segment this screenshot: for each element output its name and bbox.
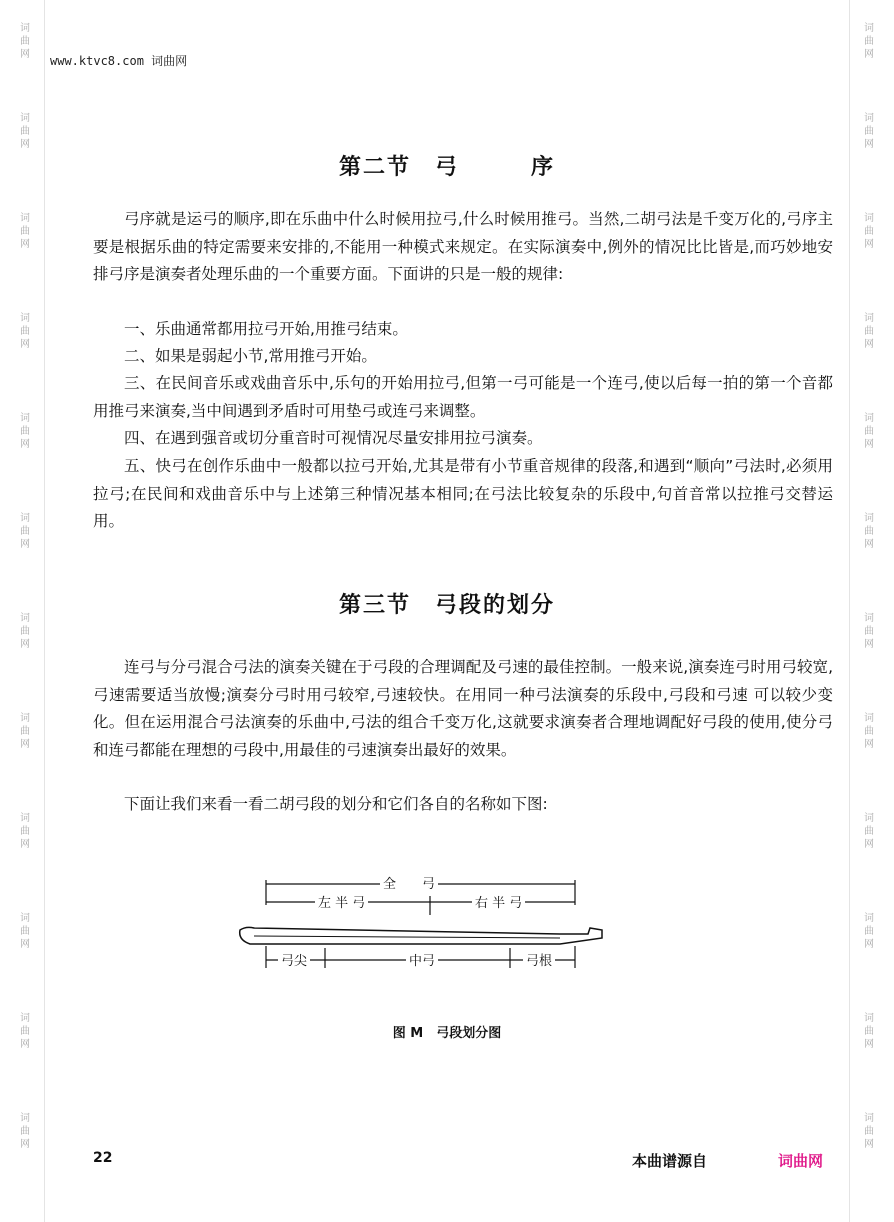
bow-segments-paragraph: 连弓与分弓混合弓法的演奏关键在于弓段的合理调配及弓速的最佳控制。一般来说,演奏连弓时用弓较宽,弓速需要适当放慢;演奏分弓时用弓较窄,弓速较快。在用同一种弓法演奏的乐段中,弓段和弓速 可以较少变化。但在运用混合弓法演奏的乐曲中,弓法的组合千变万化,这就要求演奏者合理地调配好弓段的使用,使分弓和连弓都能在理想的弓段中,用最佳的弓速演奏出最好的效果。 xyxy=(93,658,833,759)
side-watermark: 词曲网 xyxy=(20,413,30,450)
rule-item-4: 四、在遇到强音或切分重音时可视情况尽量安排用拉弓演奏。 xyxy=(124,429,543,447)
side-watermark: 词曲网 xyxy=(864,913,874,950)
side-watermark: 词曲网 xyxy=(20,23,30,60)
side-watermark: 词曲网 xyxy=(20,513,30,550)
rule-item-5: 五、快弓在创作乐曲中一般都以拉弓开始,尤其是带有小节重音规律的段落,和遇到“顺向”弓法时,必须用拉弓;在民间和戏曲音乐中与上述第三种情况基本相同;在弓法比较复杂的乐段中,句首音常以拉推弓交替运用。 xyxy=(93,457,833,530)
side-watermark: 词曲网 xyxy=(864,113,874,150)
bow-order-intro-paragraph: 弓序就是运弓的顺序,即在乐曲中什么时候用拉弓,什么时候用推弓。当然,二胡弓法是千变万化的,弓序主要是根据乐曲的特定需要来安排的,不能用一种模式来规定。在实际演奏中,例外的情况比比皆是,而巧妙地安排弓序是演奏者处理乐曲的一个重要方面。下面讲的只是一般的规律: xyxy=(93,210,833,283)
left-half-bow-label: 左 半 弓 xyxy=(315,892,368,911)
side-watermark: 词曲网 xyxy=(20,113,30,150)
side-watermark: 词曲网 xyxy=(864,513,874,550)
page-number: 22 xyxy=(93,1150,113,1166)
site-url-watermark: www.ktvc8.com 词曲网 xyxy=(50,54,188,68)
right-half-bow-label: 右 半 弓 xyxy=(472,892,525,911)
figure-intro-paragraph: 下面让我们来看一看二胡弓段的划分和它们各自的名称如下图: xyxy=(124,795,548,813)
side-watermark: 词曲网 xyxy=(20,613,30,650)
side-watermark: 词曲网 xyxy=(864,23,874,60)
section-title-bow-segments: 第三节 弓段的划分 xyxy=(338,593,555,618)
source-label: 本曲谱源自 xyxy=(632,1152,708,1170)
bow-segment-diagram xyxy=(230,870,610,980)
bow-tip-label: 弓尖 xyxy=(278,950,310,969)
rule-item-2: 二、如果是弱起小节,常用推弓开始。 xyxy=(124,347,377,365)
source-brand-link[interactable]: 词曲网 xyxy=(778,1152,824,1170)
side-watermark: 词曲网 xyxy=(864,813,874,850)
side-watermark: 词曲网 xyxy=(20,713,30,750)
figure-caption: 图 M 弓段划分图 xyxy=(392,1026,502,1041)
side-watermark: 词曲网 xyxy=(864,1113,874,1150)
side-watermark: 词曲网 xyxy=(20,313,30,350)
side-watermark: 词曲网 xyxy=(20,1013,30,1050)
full-bow-label: 全 弓 xyxy=(380,873,438,892)
rule-item-3: 三、在民间音乐或戏曲音乐中,乐句的开始用拉弓,但第一弓可能是一个连弓,使以后每一拍的第一个音都用推弓来演奏,当中间遇到矛盾时可用垫弓或连弓来调整。 xyxy=(93,374,833,420)
side-watermark: 词曲网 xyxy=(864,1013,874,1050)
middle-bow-label: 中弓 xyxy=(406,950,438,969)
side-watermark: 词曲网 xyxy=(864,313,874,350)
side-watermark: 词曲网 xyxy=(864,713,874,750)
side-watermark: 词曲网 xyxy=(20,1113,30,1150)
side-watermark: 词曲网 xyxy=(20,813,30,850)
side-watermark: 词曲网 xyxy=(864,613,874,650)
side-watermark: 词曲网 xyxy=(864,413,874,450)
side-watermark: 词曲网 xyxy=(20,913,30,950)
section-title-bow-order: 第二节 弓 序 xyxy=(338,155,555,180)
side-watermark: 词曲网 xyxy=(864,213,874,250)
rule-item-1: 一、乐曲通常都用拉弓开始,用推弓结束。 xyxy=(124,320,408,338)
side-watermark: 词曲网 xyxy=(20,213,30,250)
bow-frog-label: 弓根 xyxy=(523,950,555,969)
